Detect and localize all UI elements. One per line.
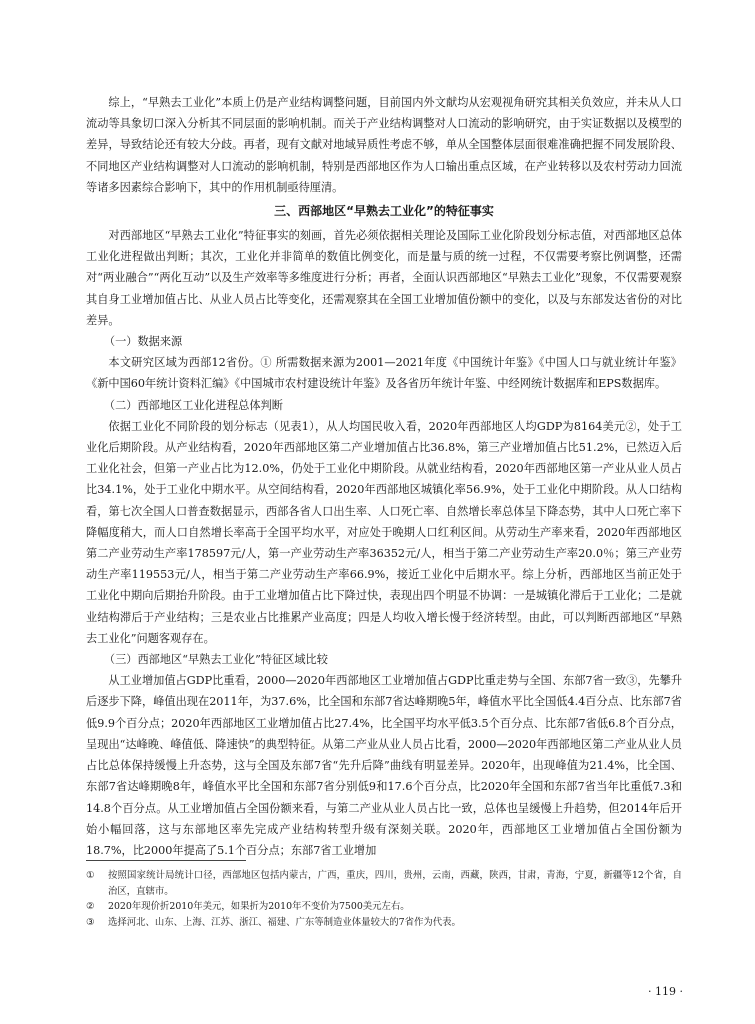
footnote [86,915,682,931]
footnote-text: 2020年现价折2010年美元，如果折为2010年不变价为7500美元左右。 [108,901,410,913]
article-body [86,92,682,861]
paragraph-industrialization: 依据工业化不同阶段的划分标志（见表1），从人均国民收入看，2020年西部地区人均GDP为8164美元②，处于工业化后期阶段。从产业结构看，2020年西部地区第二产业增加值占比36.8%，第三产业增加值占比51.2%，已然迈入后工业化社会，但第一产业占比为12.0%，仍处于工业化中期阶段。从就业结构看，2020年西部地区第一产业从业人员占比34.1%，处于工业化中期水平。从空间结构看，2020年西部地区城镇化率56.9%，处于工业化中期阶段。从人口结构看，第七次全国人口普查数据显示，西部各省人口出生率、人口死亡率、自然增长率总体呈下降态势，其中人口死亡率下降幅度稍大，而人口自然增长率高于全国平均水平，对应处于晚期人口红利区间。从劳动生产率来看，2020年西部地区第二产业劳动生产率178597元/人，第一产业劳动生产率36352元/人，相当于第二产业劳动生产率20.0％；第三产业劳动生产率119553元/人，相当于第二产业劳动生产率66.9%，接近工业化中后期水平。综上分析，西部地区当前正处于工业化中期向后期抬升阶段。由于工业增加值占比下降过快，表现出四个明显不协调：一是城镇化滞后于工业化；二是就业结构滞后于产业结构；三是农业占比推累产业高度；四是人均收入增长慢于经济转型。由此，可以判断西部地区“早熟去工业化”问题客观存在。 [86,419,682,645]
page-number: · 119 · [648,985,683,998]
footnote-mark: ② [86,901,95,913]
footnote [86,868,682,899]
subsection-title-industrialization: （二）西部地区工业化进程总体判断 [103,398,283,412]
footnotes [86,868,682,930]
footnote-divider [86,860,246,861]
section-title: 三、西部地区“早熟去工业化”的特征事实 [274,204,494,219]
paragraph-section-intro: 对西部地区“早熟去工业化”特征事实的刻画，首先必须依据相关理论及国际工业化阶段划分标志值，对西部地区总体工业化进程做出判断；其次，工业化并非简单的数值比例变化，而是量与质的统一过程，不仅需要考察比例调整，还需对“两业融合”“两化互动”以及生产效率等多维度进行分析；再者，全面认识西部地区“早熟去工业化”现象，不仅需要观察其自身工业增加值占比、从业人员占比等变化，还需观察其在全国工业增加值份额中的变化，以及与东部发达省份的对比差异。 [86,229,682,327]
paragraph-data-source: 本文研究区域为西部12省份。① 所需数据来源为2001—2021年度《中国统计年鉴》《中国人口与就业统计年鉴》《新中国60年统计资料汇编》《中国城市农村建设统计年鉴》及各省历年统计年鉴、中经网统计数据库和EPS数据库。 [86,356,682,391]
subsection-title-regional-comparison: （三）西部地区“早熟去工业化”特征区域比较 [103,653,328,667]
footnote-mark: ① [86,870,95,881]
footnote [86,899,682,915]
footnote-mark: ③ [86,916,95,928]
footnote-text: 按照国家统计局统计口径，西部地区包括内蒙古，广西，重庆，四川，贵州，云南，西藏，陕西，甘肃，青海，宁夏，新疆等12个省，自治区，直辖市。 [108,870,682,897]
footnote-text: 选择河北、山东、上海、江苏、浙江、福建、广东等制造业体量较大的7省作为代表。 [108,916,461,928]
subsection-title-data-source: （一）数据来源 [103,335,183,349]
paragraph-regional-comparison: 从工业增加值占GDP比重看，2000—2020年西部地区工业增加值占GDP比重走势与全国、东部7省一致③，先攀升后逐步下降，峰值出现在2011年，为37.6%，比全国和东部7省达峰期晚5年，峰值水平比全国低4.4百分点、比东部7省低9.9个百分点；2020年西部地区工业增加值占比27.4%，比全国平均水平低3.5个百分点、比东部7省低6.8个百分点，呈现出“达峰晚、峰值低、降速快”的典型特征。从第二产业从业人员占比看，2000—2020年西部地区第二产业从业人员占比总体保持缓慢上升态势，这与全国及东部7省“先升后降”曲线有明显差异。2020年，出现峰值为21.4%，比全国、东部7省达峰期晚8年，峰值水平比全国和东部7省分别低9和17.6个百分点，比2020年全国和东部7省当年比重低7.3和14.8个百分点。从工业增加值占全国份额来看，与第二产业从业人员占比一致，总体也呈缓慢上升趋势，但2014年后开始小幅回落，这与东部地区率先完成产业结构转型升级有深刻关联。2020年，西部地区工业增加值占全国份额为18.7%，比2000年提高了5.1个百分点；东部7省工业增加 [86,674,683,857]
paragraph-intro: 综上，“早熟去工业化”本质上仍是产业结构调整问题，目前国内外文献均从宏观视角研究其相关负效应，并未从人口流动等具象切口深入分析其不同层面的影响机制。而关于产业结构调整对人口流动的影响研究，由于实证数据以及模型的差异，导致结论还有较大分歧。再者，现有文献对地域异质性考虑不够，单从全国整体层面很难准确把握不同发展阶段、不同地区产业结构调整对人口流动的影响机制，特别是西部地区作为人口输出重点区域，在产业转移以及农村劳动力回流等诸多因素综合影响下，其中的作用机制亟待厘清。 [86,96,682,194]
